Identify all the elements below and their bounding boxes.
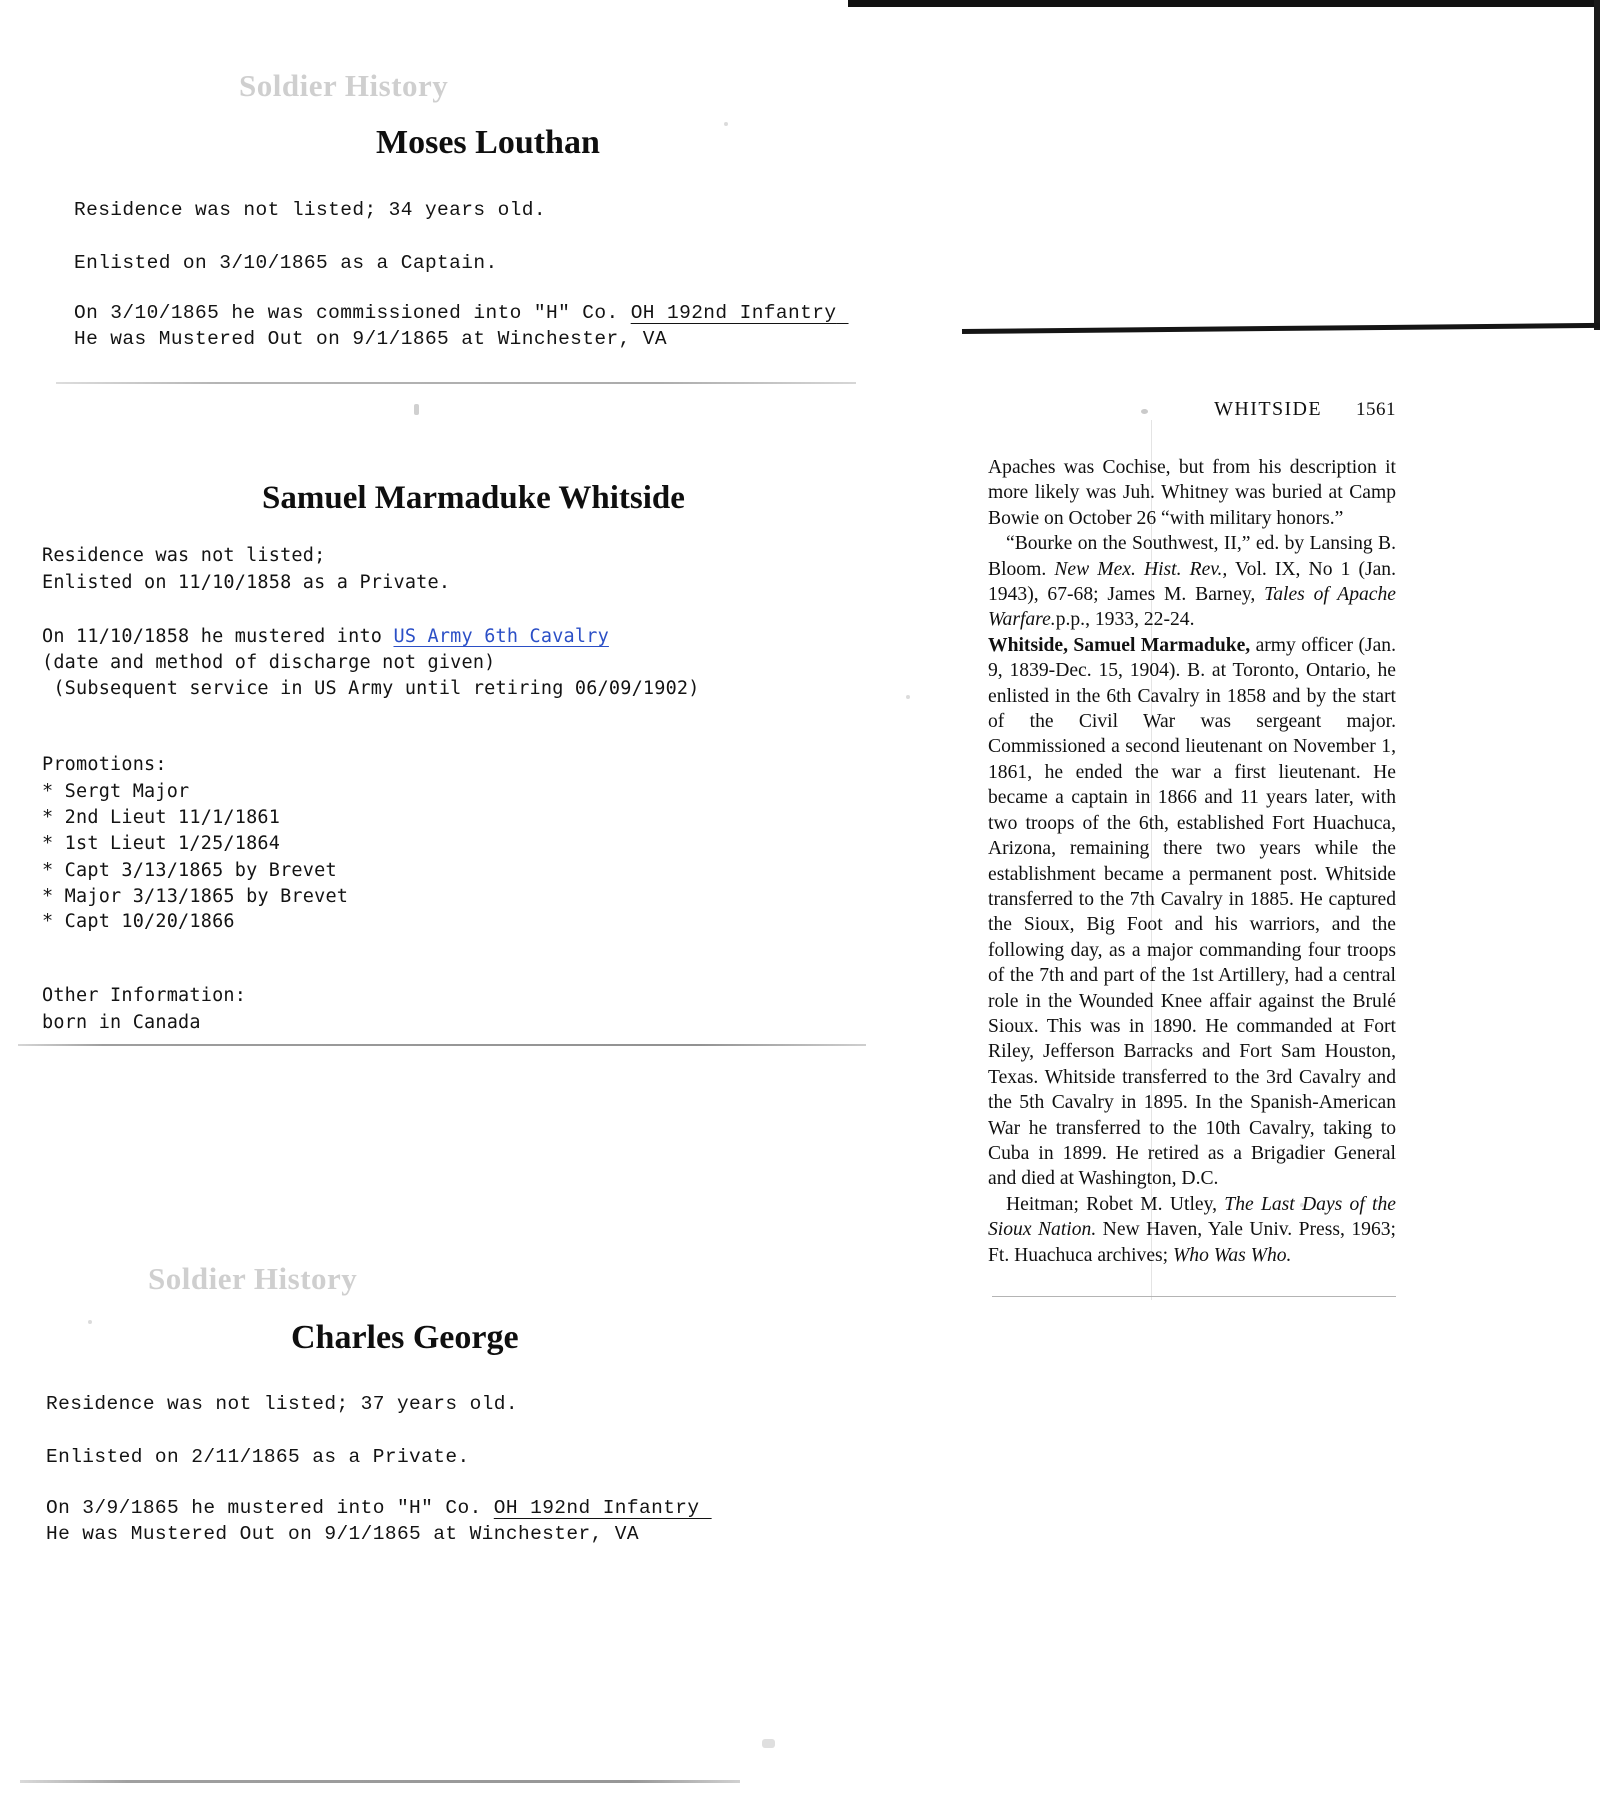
muster-in-line-3 <box>46 1495 712 1521</box>
watermark-soldier-history-1: Soldier History <box>239 68 449 103</box>
section-divider-1 <box>56 382 856 384</box>
citation-work-title: Tales of Apache Warfare. <box>988 584 1396 631</box>
mustered-out-line-1: He was Mustered Out on 9/1/1865 at Winchester, VA <box>74 328 667 350</box>
entry-citation-lead: Heitman; Robet M. Utley, <box>1006 1193 1225 1215</box>
residence-line-1: Residence was not listed; 34 years old. <box>74 199 546 221</box>
residence-line-3: Residence was not listed; 37 years old. <box>46 1393 518 1415</box>
entry-citation-title: The Last Days of the Sioux Nation. <box>988 1193 1396 1241</box>
unit-underline-tail-3 <box>700 1497 712 1519</box>
enlisted-line-3: Enlisted on 2/11/1865 as a Private. <box>46 1446 470 1468</box>
muster-prefix-2: On 11/10/1858 he mustered into <box>42 626 394 647</box>
clipping-top-rule <box>962 323 1600 334</box>
whitside-entry <box>988 633 1396 1192</box>
scan-edge-top <box>848 0 1600 7</box>
entry-headword: Whitside, Samuel Marmaduke, <box>988 634 1251 656</box>
section-divider-2 <box>18 1044 866 1046</box>
promotion-list-item: * Sergt Major <box>42 781 190 802</box>
entry-body: (Jan. 9, 1839-Dec. 15, 1904). B. at Toronto, Ontario, he enlisted in the 6th Cavalry in 1858 and by the start of the Civil War was sergeant major. Commissioned a second lieutenant on November 1, 1861, he ended the war a first lieutenant. He became a captain in 1866 and 11 years later, with two troops of the 6th, established Fort Huachuca, Arizona, remaining there two years while the establishment became a permanent post. Whitside transferred to the 7th Cavalry in 1885. He captured the Sioux, Big Foot and his warriors, and the following day, as a major commanding four troops of the 7th and part of the 1st Artillery, had a central role in the Wounded Knee affair against the Brulé Sioux. This was in 1890. He commanded at Fort Riley, Jefferson Barracks and Fort Sam Houston, Texas. Whitside transferred to the 3rd Cavalry and the 5th Cavalry in 1895. In the Spanish-American War he transferred to the 10th Cavalry, taking to Cuba in 1899. He retired as a Brigadier General and died at Washington, D.C. <box>988 634 1396 1190</box>
subsequent-service-note-2: (Subsequent service in US Army until retiring 06/09/1902) <box>42 678 700 699</box>
muster-in-line-2 <box>42 624 609 650</box>
citation-journal-title: New Mex. Hist. Rev., <box>1054 558 1228 580</box>
unit-link-us-army-6th-cavalry[interactable]: US Army 6th Cavalry <box>393 626 609 647</box>
enlisted-line-2: Enlisted on 11/10/1858 as a Private. <box>42 572 451 593</box>
unit-underline-tail-1 <box>836 302 848 324</box>
promotions-heading: Promotions: <box>42 754 167 775</box>
scan-speck <box>762 1739 775 1748</box>
promotion-list-item: * 1st Lieut 1/25/1864 <box>42 833 281 854</box>
other-information-heading: Other Information: <box>42 985 247 1006</box>
entry-citation <box>988 1192 1396 1268</box>
discharge-note-2: (date and method of discharge not given) <box>42 652 496 673</box>
continued-citation <box>988 531 1396 633</box>
muster-prefix-3: On 3/9/1865 he mustered into "H" Co. <box>46 1497 494 1519</box>
scan-speck <box>88 1320 92 1324</box>
unit-link-3[interactable]: OH 192nd Infantry <box>493 1497 700 1519</box>
muster-prefix-1: On 3/10/1865 he was commissioned into "H" Co. <box>74 302 631 324</box>
other-information-value: born in Canada <box>42 1012 201 1033</box>
soldier-name-samuel-marmaduke-whitside: Samuel Marmaduke Whitside <box>262 480 685 516</box>
scan-edge-right <box>1594 0 1600 330</box>
citation-journal-rest: Vol. IX, No 1 (Jan. 1943), 67-68; James M. Barney, <box>988 558 1396 606</box>
promotion-list-item: * Capt 3/13/1865 by Brevet <box>42 860 337 881</box>
citation-tail: p.p., 1933, 22-24. <box>1055 609 1195 631</box>
promotion-list-item: * Major 3/13/1865 by Brevet <box>42 886 349 907</box>
scan-speck <box>414 404 419 415</box>
muster-in-line-1 <box>74 300 849 326</box>
entry-occupation: army officer <box>1250 634 1354 656</box>
promotion-list-item: * 2nd Lieut 11/1/1861 <box>42 807 281 828</box>
soldier-name-moses-louthan: Moses Louthan <box>376 124 600 161</box>
unit-link-1[interactable]: OH 192nd Infantry <box>630 302 837 324</box>
watermark-soldier-history-2: Soldier History <box>148 1261 358 1296</box>
continued-paragraph: Apaches was Cochise, but from his description it more likely was Juh. Whitney was buried at Camp Bowie on October 26 “with military honors.” <box>988 457 1396 529</box>
scan-speck <box>724 122 728 126</box>
encyclopedia-clipping <box>988 398 1396 1268</box>
entry-citation-tail: Who Was Who. <box>1172 1244 1292 1266</box>
entry-citation-middle: New Haven, Yale Univ. Press, 1963; Ft. Huachuca archives; <box>988 1219 1396 1266</box>
residence-line-2: Residence was not listed; <box>42 545 326 566</box>
mustered-out-line-3: He was Mustered Out on 9/1/1865 at Winchester, VA <box>46 1523 639 1545</box>
clipping-bottom-rule <box>992 1296 1396 1297</box>
encyclopedia-running-head <box>988 398 1396 421</box>
section-divider-3 <box>20 1780 740 1783</box>
citation-lead: “Bourke on the Southwest, II,” ed. by Lansing B. Bloom. <box>988 533 1396 580</box>
running-head-word: WHITSIDE <box>1214 398 1322 420</box>
promotion-list-item: * Capt 10/20/1866 <box>42 911 235 932</box>
soldier-name-charles-george: Charles George <box>291 1319 519 1356</box>
scan-speck <box>906 695 910 699</box>
running-head-page-number: 1561 <box>1356 399 1396 420</box>
enlisted-line-1: Enlisted on 3/10/1865 as a Captain. <box>74 252 498 274</box>
